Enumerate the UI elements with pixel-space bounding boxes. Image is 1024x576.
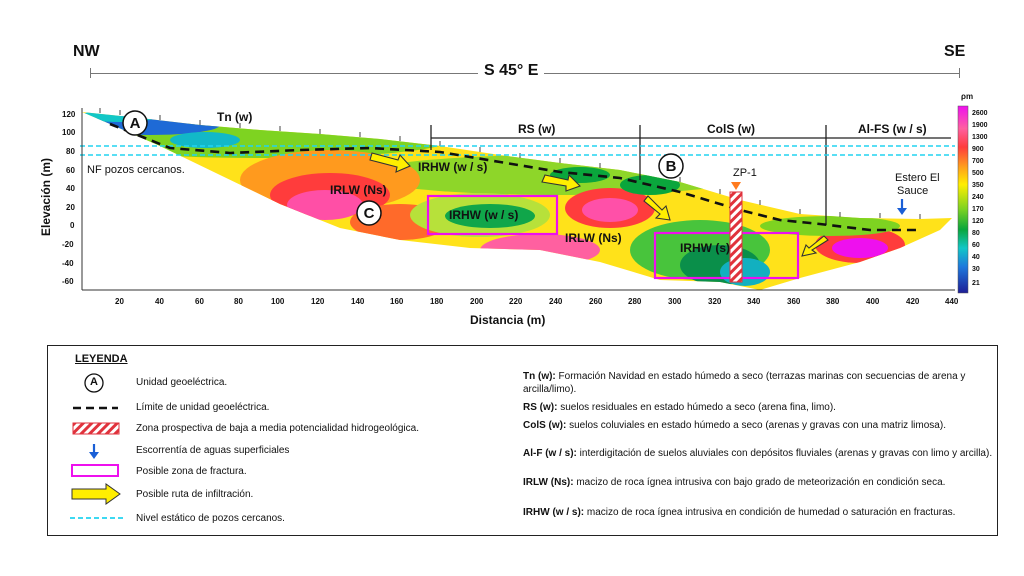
legend-title: LEYENDA [75,353,128,365]
y-tick: -40 [62,259,74,268]
y-tick: 20 [66,203,75,212]
x-tick: 220 [509,297,523,306]
x-tick: 360 [787,297,801,306]
legend-desc-rs [523,401,993,414]
x-tick: 400 [866,297,880,306]
unit-c-label: C [363,205,375,222]
y-tick: 40 [66,184,75,193]
legend-symbols [48,346,508,536]
legend-fracture-icon [72,465,118,476]
y-tick: 120 [62,110,76,119]
colorbar-value: 30 [972,266,980,273]
legend-desc-code: Al-F (w / s): [523,448,577,459]
nf-label: NF pozos cercanos. [87,164,185,176]
legend-desc-code: RS (w): [523,402,558,413]
colorbar-value: 350 [972,182,984,189]
x-tick: 200 [470,297,484,306]
legend-item-unit: Unidad geoeléctrica. [136,377,228,388]
colorbar-value: 1900 [972,122,988,129]
y-tick: 60 [66,166,75,175]
x-tick: 280 [628,297,642,306]
x-tick: 320 [708,297,722,306]
irhw-label-1: IRHW (w / s) [418,160,488,174]
legend-item-limit: Límite de unidad geoeléctrica. [136,402,270,413]
legend-desc-text: interdigitación de suelos aluviales con depósitos fluviales (arenas y gravas con limo y arcilla). [576,448,993,459]
zone-label-tn: Tn (w) [217,110,253,124]
y-tick: -20 [62,240,74,249]
legend-desc-code: Tn (w): [523,371,556,382]
x-tick: 340 [747,297,761,306]
x-tick: 60 [195,297,204,306]
legend-infiltration-arrow-icon [72,484,120,504]
x-tick: 160 [390,297,404,306]
irlw-label-1: IRLW (Ns) [330,183,387,197]
x-tick: 420 [906,297,920,306]
y-tick: 0 [70,221,75,230]
unit-a-label: A [129,115,141,132]
legend-desc-code: ColS (w): [523,420,567,431]
legend-zone-hatch-icon [73,423,119,434]
colorbar-unit: ρm [961,92,974,101]
x-tick: 440 [945,297,959,306]
x-tick: 80 [234,297,243,306]
colorbar-value: 1300 [972,134,988,141]
legend-desc-irhw [523,506,993,519]
x-tick: 380 [826,297,840,306]
legend-desc-code: IRLW (Ns): [523,477,574,488]
legend-panel [47,345,998,536]
nw-label: NW [73,43,100,60]
legend-desc-text: macizo de roca ígnea intrusiva con bajo grado de meteorización en condición seca. [573,477,946,488]
irhw-label-2: IRHW (w / s) [449,208,519,222]
x-tick: 300 [668,297,682,306]
y-tick: 100 [62,128,76,137]
colorbar-value: 120 [972,218,984,225]
colorbar-value: 80 [972,230,980,237]
y-axis-label: Elevación (m) [39,157,53,237]
colorbar-value: 60 [972,242,980,249]
legend-desc-text: suelos coluviales en estado húmedo a seco (arenas y gravas con una matriz limosa). [566,420,946,431]
zone-label-alfs: Al-FS (w / s) [858,122,927,136]
legend-desc-text: macizo de roca ígnea intrusiva en condición de humedad o saturación en fracturas. [584,507,956,518]
x-tick: 180 [430,297,444,306]
legend-item-runoff: Escorrentía de aguas superficiales [136,445,290,456]
irhw-label-3: IRHW (s) [680,241,730,255]
colorbar-value: 700 [972,158,984,165]
legend-desc-code: IRHW (w / s): [523,507,585,518]
runoff-arrow-icon [897,199,907,215]
legend-item-zone: Zona prospectiva de baja a media potencialidad hidrogeológica. [136,423,419,434]
unit-b-label: B [665,158,677,175]
x-tick: 40 [155,297,164,306]
zp1-prospective-zone [730,192,742,282]
x-tick: 120 [311,297,325,306]
zone-label-rs: RS (w) [518,122,556,136]
legend-desc-irlw [523,476,993,489]
x-tick: 100 [271,297,285,306]
colorbar-value: 900 [972,146,984,153]
colorbar-value: 21 [972,280,980,287]
estero-label-1: Estero El [895,172,940,184]
colorbar-value: 500 [972,170,984,177]
legend-runoff-arrow-icon [89,444,99,459]
legend-desc-tn [523,370,993,396]
direction-title: S 45° E [478,62,544,80]
x-tick: 260 [589,297,603,306]
colorbar-value: 170 [972,206,984,213]
colorbar-value: 40 [972,254,980,261]
legend-item-level: Nivel estático de pozos cercanos. [136,513,285,524]
legend-desc-alf [523,447,993,460]
zp1-marker-icon [731,182,741,190]
zone-label-cols: ColS (w) [707,122,755,136]
y-tick: 80 [66,147,75,156]
legend-unit-glyph: A [90,376,98,388]
legend-desc-text: Formación Navidad en estado húmedo a seco (terrazas marinas con secuencias de arena y arcilla/limo). [523,371,966,395]
y-tick: -60 [62,277,74,286]
colorbar [958,106,968,293]
colorbar-value: 2600 [972,110,988,117]
x-tick: 20 [115,297,124,306]
x-tick: 140 [351,297,365,306]
zp1-label: ZP-1 [733,167,757,179]
irlw-label-2: IRLW (Ns) [565,231,622,245]
x-axis-label: Distancia (m) [470,313,546,327]
se-label: SE [944,43,966,60]
legend-item-fracture: Posible zona de fractura. [136,466,247,477]
legend-item-infiltration: Posible ruta de infiltración. [136,489,254,500]
legend-desc-cols [523,419,993,432]
x-tick: 240 [549,297,563,306]
colorbar-value: 240 [972,194,984,201]
legend-desc-text: suelos residuales en estado húmedo a seco (arena fina, limo). [557,402,836,413]
estero-label-2: Sauce [897,185,929,197]
